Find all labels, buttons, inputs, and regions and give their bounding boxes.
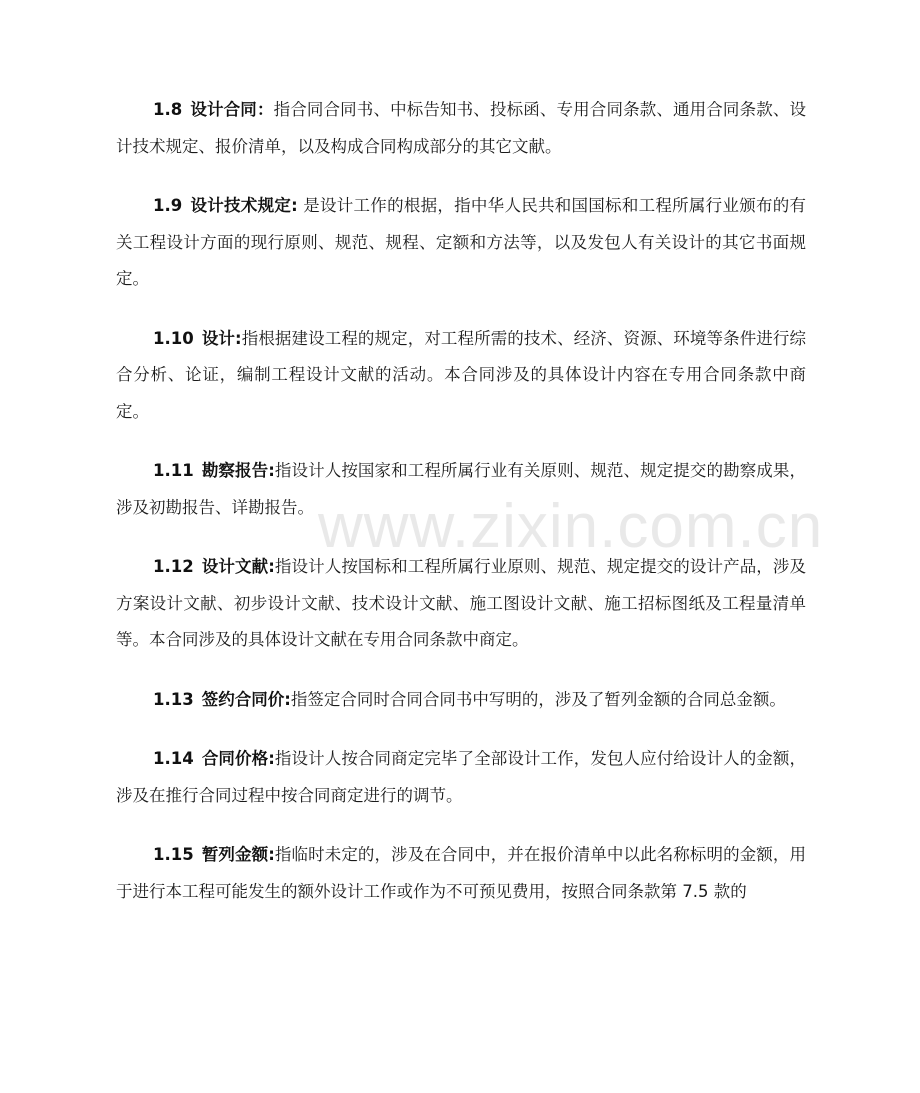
clause-number: 1.11 <box>153 461 194 480</box>
clause-1-14 <box>116 741 806 814</box>
clause-number: 1.9 <box>153 196 183 215</box>
clause-body: 指签定合同时合同合同书中写明的，涉及了暂列金额的合同总金额。 <box>290 689 786 709</box>
clause-number: 1.15 <box>153 845 194 864</box>
clause-number: 1.14 <box>153 749 194 768</box>
clause-number: 1.8 <box>153 100 183 119</box>
watermark: www.zixin.com.cn <box>318 492 824 561</box>
clause-1-10 <box>116 321 806 431</box>
clause-1-12 <box>116 549 806 659</box>
clause-body: 指临时未定的，涉及在合同中，并在报价清单中以此名称标明的金额，用于进行本工程可能发生的额外设计工作或作为不可预见费用，按照合同条款第 7.5 款的 <box>116 845 807 901</box>
clause-number: 1.12 <box>153 557 194 576</box>
clause-body: 指设计人按国家和工程所属行业有关原则、规范、规定提交的勘察成果，涉及初勘报告、详勘报告。 <box>116 461 807 517</box>
clause-body: 指根据建设工程的规定，对工程所需的技术、经济、资源、环境等条件进行综合分析、论证，编制工程设计文献的活动。本合同涉及的具体设计内容在专用合同条款中商定。 <box>116 328 806 421</box>
clause-term: 签约合同价: <box>201 689 291 709</box>
clause-term: 设计合同： <box>190 100 274 119</box>
clause-body: 是设计工作的根据，指中华人民共和国国标和工程所属行业颁布的有关工程设计方面的现行原则、规范、规程、定额和方法等，以及发包人有关设计的其它书面规定。 <box>116 196 806 288</box>
clause-1-13 <box>116 682 806 719</box>
clause-number: 1.13 <box>153 689 194 709</box>
clause-1-11 <box>116 453 806 526</box>
clause-term: 暂列金额: <box>201 845 275 864</box>
clause-list <box>116 92 806 933</box>
clause-number: 1.10 <box>153 328 194 348</box>
clause-body: 指设计人按合同商定完毕了全部设计工作，发包人应付给设计人的金额，涉及在推行合同过程中按合同商定进行的调节。 <box>116 749 807 805</box>
clause-1-15 <box>116 837 806 910</box>
clause-term: 设计: <box>201 328 242 348</box>
clause-term: 勘察报告: <box>201 461 275 480</box>
clause-term: 设计文献: <box>201 557 275 576</box>
clause-term: 合同价格: <box>201 749 275 768</box>
clause-1-8 <box>116 92 806 165</box>
clause-body: 指合同合同书、中标告知书、投标函、专用合同条款、通用合同条款、设计技术规定、报价清单，以及构成合同构成部分的其它文献。 <box>116 100 807 156</box>
clause-1-9 <box>116 188 806 298</box>
clause-term: 设计技术规定: <box>190 196 298 215</box>
clause-body: 指设计人按国标和工程所属行业原则、规范、规定提交的设计产品，涉及方案设计文献、初步设计文献、技术设计文献、施工图设计文献、施工招标图纸及工程量清单等。本合同涉及的具体设计文献在专用合同条款中商定。 <box>116 557 807 649</box>
